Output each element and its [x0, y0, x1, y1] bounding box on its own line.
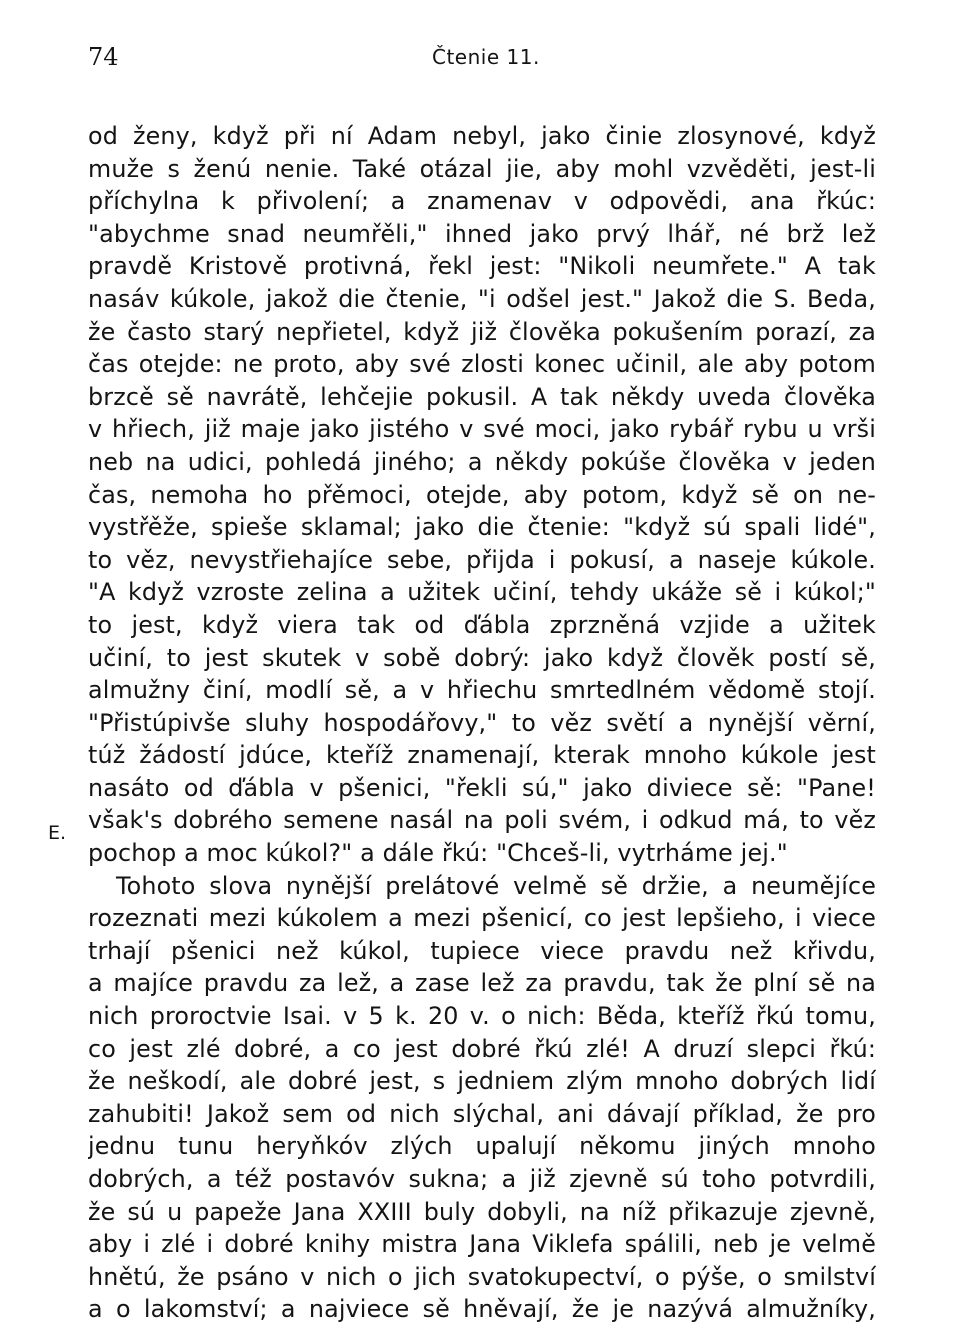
- text-line: jednu tunu heryňkóv zlých upalují někomu jiných mnoho: [88, 1132, 876, 1161]
- text-line: čas, nemoha ho přěmoci, otejde, aby potom, když sě on ne-: [88, 480, 876, 509]
- section-marker: E.: [48, 822, 67, 844]
- text-line: Tohoto slova nynější prelátové velmě sě držie, a neumějíce: [116, 871, 876, 900]
- page-number: 74: [88, 43, 119, 71]
- text-line: rozeznati mezi kúkolem a mezi pšenicí, co jest lepšieho, i viece: [88, 904, 876, 933]
- text-line: čas otejde: ne proto, aby své zlosti konec učinil, ale aby potom: [88, 350, 876, 379]
- text-line: od ženy, když při ní Adam nebyl, jako činie zlosynové, když: [88, 122, 876, 150]
- text-line: muže s ženú nenie. Také otázal jie, aby mohl vzvěděti, jest-li: [88, 154, 876, 183]
- text-line: almužny činí, modlí sě, a v hřiechu smrtedlném vědomě stojí.: [88, 676, 876, 705]
- text-line: učiní, to jest skutek v sobě dobrý: jako když člověk postí sě,: [88, 643, 876, 672]
- text-line: hnětú, že psáno v nich o jich svatokupectví, o pýše, o smilství: [88, 1262, 876, 1291]
- running-header: Čtenie 11.: [432, 45, 540, 69]
- body-text: [88, 120, 876, 1326]
- text-line: "abychme snad neumřěli," ihned jako prvý lhář, né brž lež: [88, 219, 876, 248]
- text-line: to věz, nevystřiehajíce sebe, přijda i pokusí, a naseje kúkole.: [88, 545, 876, 574]
- text-line: nasáv kúkole, jakož die čtenie, "i odšel jest." Jakož die S. Beda,: [88, 284, 876, 313]
- text-line: brzcě sě navrátě, lehčejie pokusil. A tak někdy uveda člověka: [88, 382, 876, 411]
- text-line: "Přistúpivše sluhy hospodářovy," to věz světí a nynější věrní,: [88, 708, 876, 737]
- text-line: zahubiti! Jakož sem od nich slýchal, ani dávají příklad, že pro: [88, 1099, 876, 1128]
- text-line: co jest zlé dobré, a co jest dobré řkú zlé! A druzí slepci řkú:: [88, 1034, 876, 1063]
- text-line: nasáto od ďábla v pšenici, "řekli sú," jako diviece sě: "Pane!: [88, 773, 876, 802]
- text-line: dobrých, a též postavóv sukna; a již zjevně sú toho potvrdili,: [88, 1165, 876, 1193]
- text-line: trhají pšenici než kúkol, tupiece viece pravdu než křivdu,: [88, 936, 876, 965]
- text-line: v hřiech, již maje jako jistého v své moci, jako rybář rybu u vrši: [88, 415, 876, 444]
- text-line: nich proroctvie Isai. v 5 k. 20 v. o nich: Běda, kteříž řkú tomu,: [88, 1002, 876, 1031]
- text-line: pravdě Kristově protivná, řekl jest: "Nikoli neumřete." A tak: [88, 252, 876, 281]
- text-line: neb na udici, pohledá jiného; a někdy pokúše člověka v jeden: [88, 447, 876, 476]
- text-line: příchylna k přivolení; a znamenav v odpovědi, ana řkúc:: [88, 187, 876, 216]
- text-line: a o lakomství; a najviece sě hněvají, že je nazývá almužníky,: [88, 1295, 876, 1324]
- text-line: že neškodí, ale dobré jest, s jedniem zlým mnoho dobrých lidí: [88, 1067, 876, 1096]
- text-line: však's dobrého semene nasál na poli svém, i odkud má, to věz: [88, 806, 876, 835]
- text-line: že sú u papeže Jana XXIII buly dobyli, na níž přikazuje zjevně,: [88, 1197, 876, 1226]
- text-line: a majíce pravdu za lež, a zase lež za pravdu, tak že plní sě na: [88, 969, 876, 998]
- text-line: túž žádostí jdúce, kteříž znamenají, kterak mnoho kúkole jest: [88, 741, 876, 770]
- text-line: aby i zlé i dobré knihy mistra Jana Viklefa spálili, neb je velmě: [88, 1230, 876, 1259]
- text-line: "A když vzroste zelina a užitek učiní, tehdy ukáže sě i kúkol;": [88, 578, 876, 607]
- text-line: vystřěže, spieše sklamal; jako die čtenie: "když sú spali lidé",: [88, 513, 876, 542]
- text-line: že často starý nepřietel, když již člověka pokušením porazí, za: [88, 317, 876, 346]
- text-line: pochop a moc kúkol?" a dále řkú: "Chceš-li, vytrháme jej.": [88, 839, 788, 868]
- text-line: to jest, když viera tak od ďábla zprzněná vzjide a užitek: [88, 610, 876, 639]
